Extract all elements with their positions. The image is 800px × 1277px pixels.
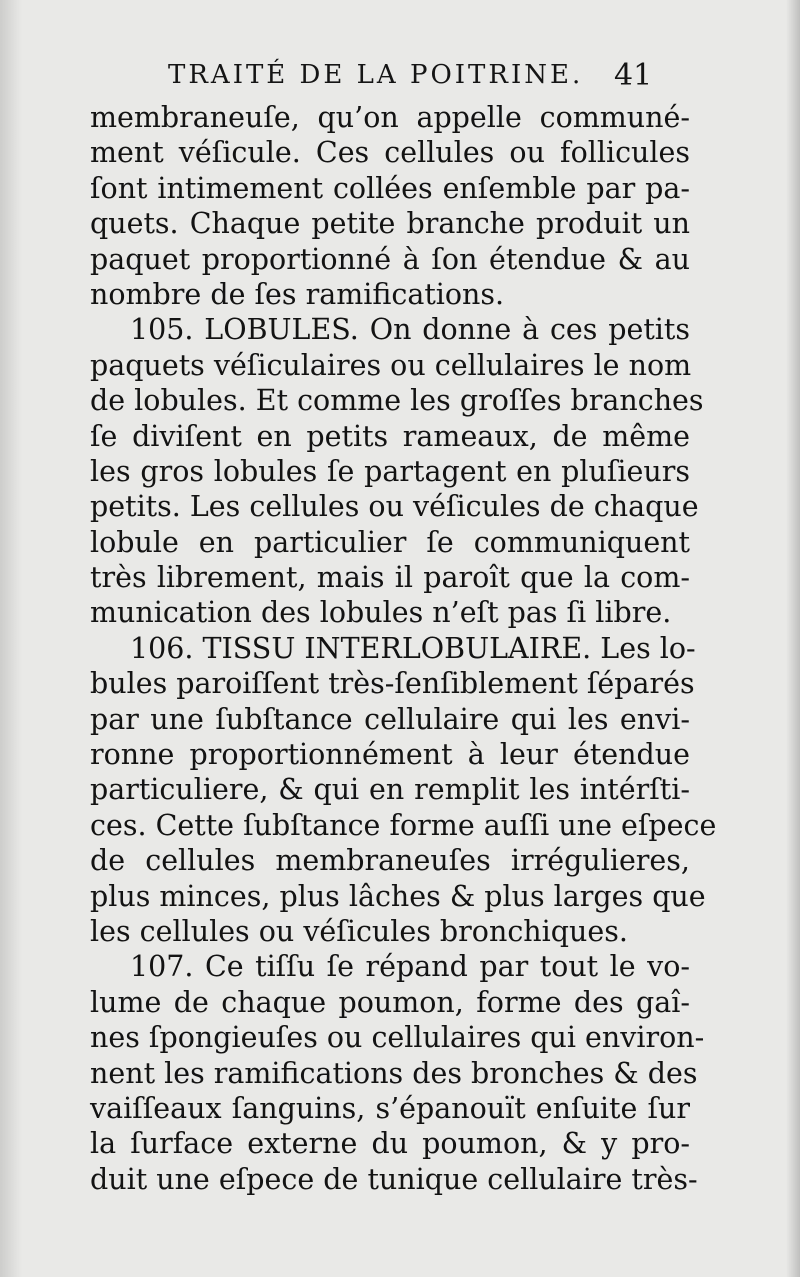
text-line: ces. Cette ſubſtance forme auſſi une eſpece — [90, 808, 717, 842]
text-line: ronne proportionnément à leur étendue — [90, 738, 690, 772]
text-line: les cellules ou véſicules bronchiques. — [90, 914, 628, 948]
text-line: très librement, mais il paroît que la com- — [90, 561, 690, 595]
text-line: quets. Chaque petite branche produit un — [90, 207, 690, 241]
text-line: lume de chaque poumon, forme des gaî- — [90, 985, 690, 1019]
text-line: les gros lobules ſe partagent en pluſieurs — [90, 454, 690, 488]
section-105-heading-line: 105. LOBULES. On donne à ces petits — [130, 313, 690, 347]
section-106-heading-line: 106. TISSU INTERLOBULAIRE. Les lo- — [130, 631, 696, 665]
text-line: membraneuſe, qu’on appelle communé- — [90, 101, 690, 134]
text-line: petits. Les cellules ou véſicules de chaque — [90, 490, 699, 524]
text-line: par une ſubſtance cellulaire qui les envi- — [90, 702, 690, 736]
text-line: paquet proportionné à ſon étendue & au — [90, 242, 690, 276]
text-line: bules paroiſſent très-ſenſiblement ſéparés — [90, 667, 695, 701]
text-line: de lobules. Et comme les groſſes branches — [90, 384, 704, 418]
text-line: la ſurface externe du poumon, & y pro- — [90, 1127, 690, 1161]
page-edge-shadow — [786, 0, 800, 1277]
text-line: plus minces, plus lâches & plus larges que — [90, 879, 706, 913]
text-line: lobule en particulier ſe communiquent — [90, 525, 690, 559]
text-line: ſe diviſent en petits rameaux, de même — [90, 419, 690, 453]
running-title: TRAITÉ DE LA POITRINE. — [168, 60, 584, 90]
text-line: nombre de ſes ramifications. — [90, 277, 505, 311]
text-line: munication des lobules n’eſt pas ſi libre. — [90, 596, 672, 630]
text-line: nent les ramifications des bronches & des — [90, 1056, 698, 1090]
text-line: duit une eſpece de tunique cellulaire très- — [90, 1162, 698, 1196]
text-line: ment véſicule. Ces cellules ou follicules — [90, 136, 690, 170]
section-107-heading-line: 107. Ce tiſſu ſe répand par tout le vo- — [130, 950, 690, 984]
body-text — [90, 100, 717, 1197]
text-line: particuliere, & qui en remplit les intérſti- — [90, 773, 690, 807]
text-line: de cellules membraneuſes irrégulieres, — [90, 844, 690, 878]
page-number: 41 — [614, 58, 653, 93]
page-gutter-shadow — [0, 0, 22, 1277]
text-line: nes ſpongieuſes ou cellulaires qui environ- — [90, 1021, 705, 1055]
text-line: paquets véſiculaires ou cellulaires le nom — [90, 348, 692, 382]
text-line: ſont intimement collées enſemble par pa- — [90, 171, 690, 205]
text-line: vaiſſeaux ſanguins, s’épanouït enſuite ſur — [90, 1091, 690, 1125]
